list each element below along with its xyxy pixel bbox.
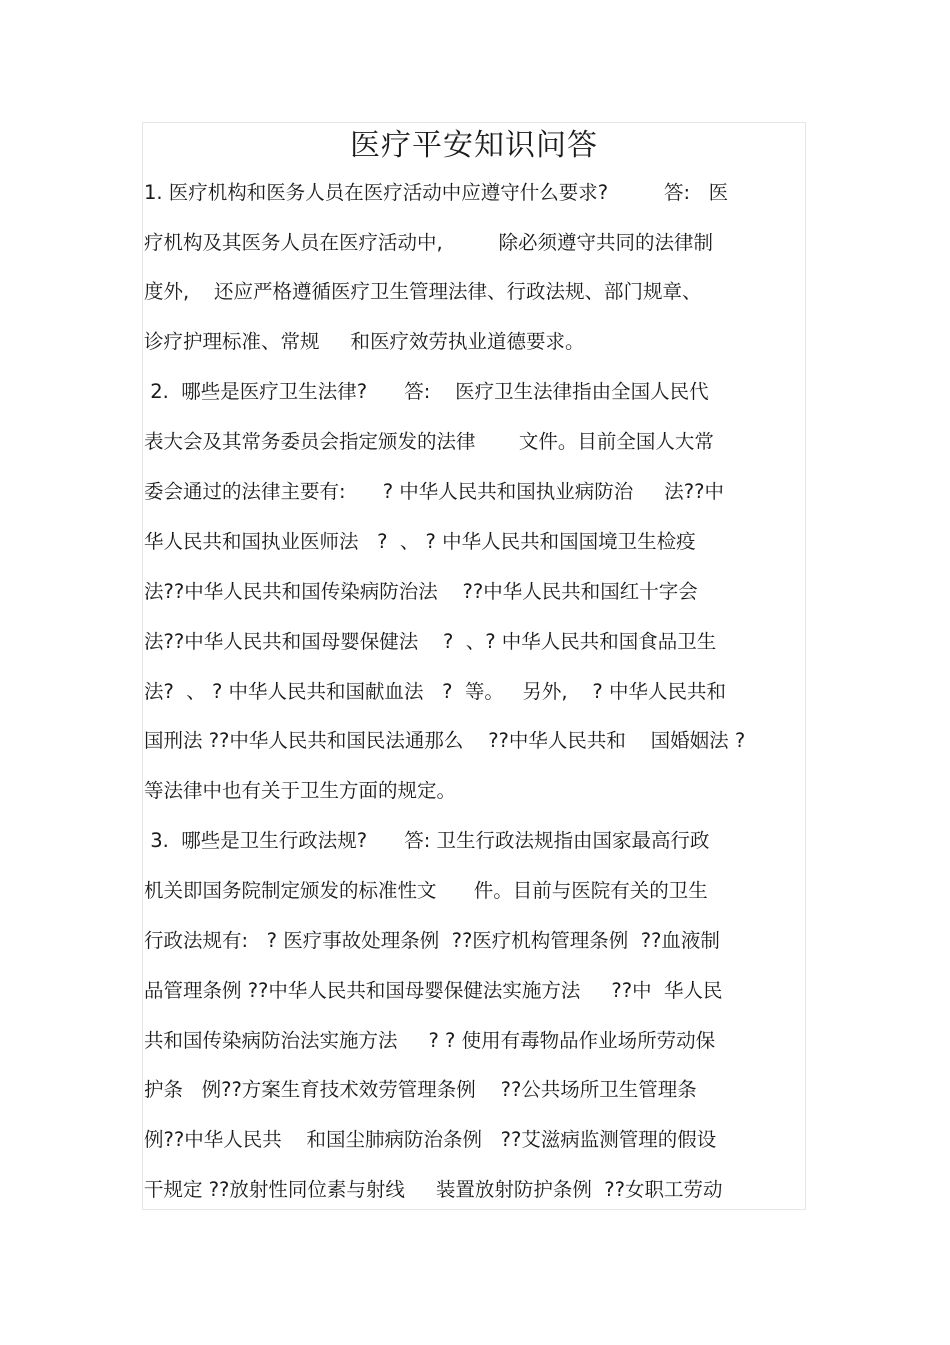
text-line: 2. 哪些是医疗卫生法律? 答: 医疗卫生法律指由全国人民代	[144, 380, 709, 403]
text-line: 法??中华人民共和国母婴保健法 ? 、? 中华人民共和国食品卫生	[144, 630, 717, 653]
text-line: 共和国传染病防治法实施方法 ? ? 使用有毒物品作业场所劳动保	[144, 1029, 716, 1052]
text-line: 护条 例??方案生育技术效劳管理条例 ??公共场所卫生管理条	[144, 1078, 697, 1101]
text-line: 诊疗护理标准、常规 和医疗效劳执业道德要求。	[144, 330, 585, 353]
text-line: 例??中华人民共 和国尘肺病防治条例 ??艾滋病监测管理的假设	[144, 1128, 717, 1151]
text-line: 表大会及其常务委员会指定颁发的法律 文件。目前全国人大常	[144, 430, 714, 453]
text-line: 品管理条例 ??中华人民共和国母婴保健法实施方法 ??中 华人民	[144, 979, 723, 1002]
text-line: 干规定 ??放射性同位素与射线 装置放射防护条例 ??女职工劳动	[144, 1178, 723, 1201]
text-line: 华人民共和国执业医师法 ? 、 ? 中华人民共和国国境卫生检疫	[144, 530, 696, 553]
text-line: 1. 医疗机构和医务人员在医疗活动中应遵守什么要求? 答: 医	[144, 181, 729, 204]
text-line: 度外, 还应严格遵循医疗卫生管理法律、行政法规、部门规章、	[144, 280, 702, 303]
text-line: 等法律中也有关于卫生方面的规定。	[144, 779, 457, 802]
document-title: 医疗平安知识问答	[350, 128, 598, 163]
text-line: 机关即国务院制定颁发的标准性文 件。目前与医院有关的卫生	[144, 879, 708, 902]
text-line: 法??中华人民共和国传染病防治法 ??中华人民共和国红十字会	[144, 580, 698, 603]
text-line: 疗机构及其医务人员在医疗活动中, 除必须遵守共同的法律制	[144, 231, 713, 254]
text-line: 法? 、 ? 中华人民共和国献血法 ? 等。 另外, ? 中华人民共和	[144, 680, 726, 703]
text-line: 行政法规有: ? 医疗事故处理条例 ??医疗机构管理条例 ??血液制	[144, 929, 720, 952]
text-line: 国刑法 ??中华人民共和国民法通那么 ??中华人民共和 国婚姻法 ?	[144, 729, 746, 752]
text-line: 3. 哪些是卫生行政法规? 答: 卫生行政法规指由国家最高行政	[144, 829, 710, 852]
text-line: 委会通过的法律主要有: ? 中华人民共和国执业病防治 法??中	[144, 480, 725, 503]
